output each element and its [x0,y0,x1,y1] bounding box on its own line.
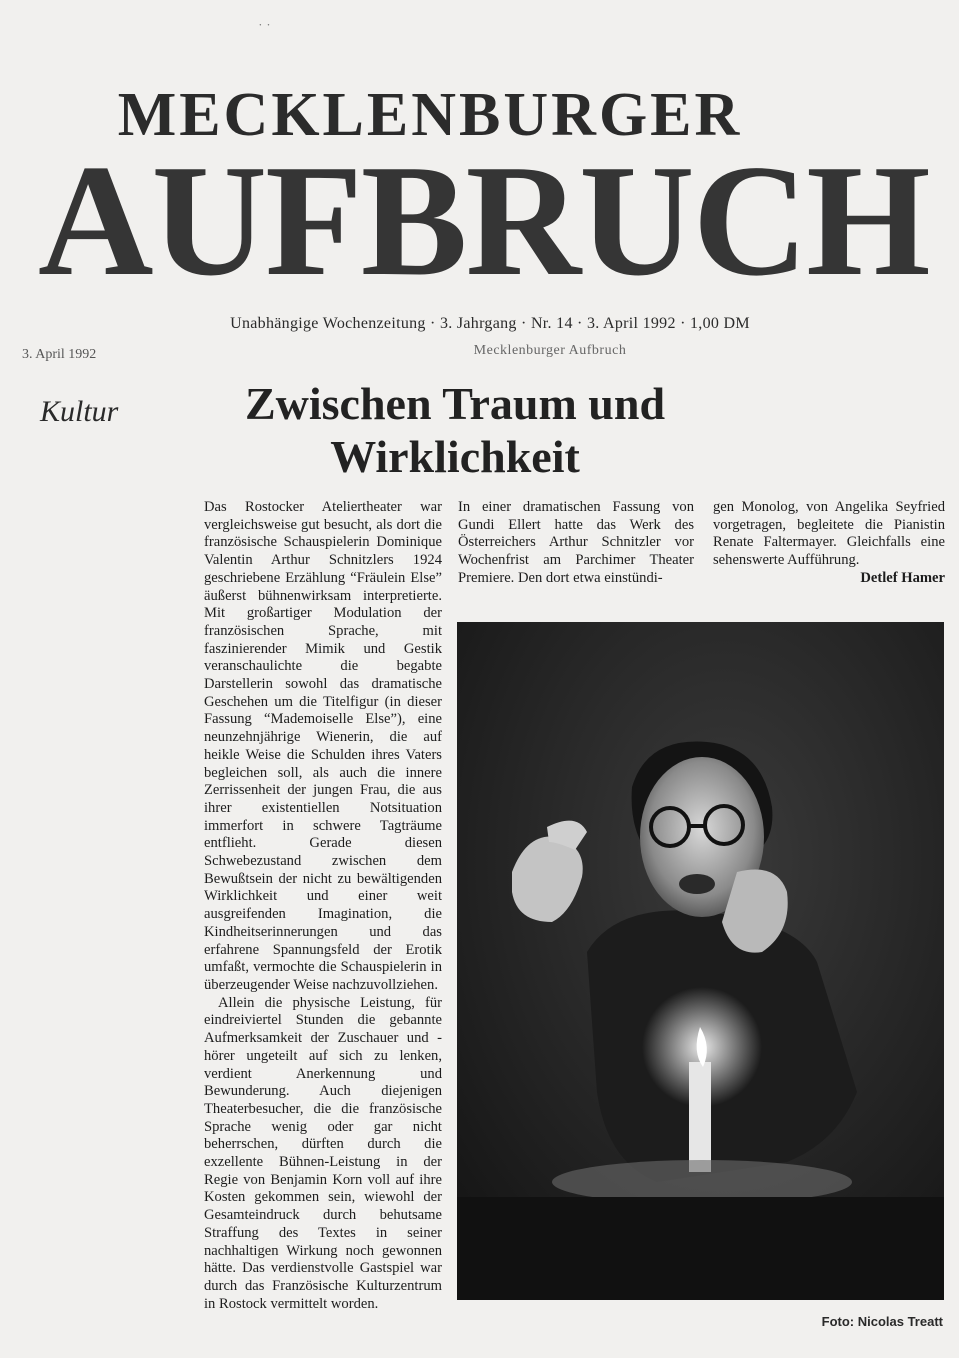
clipping-source: Mecklenburger Aufbruch [473,343,627,358]
stray-mark: ˙ ˙ [258,22,271,37]
masthead-title: AUFBRUCH [38,131,929,309]
clipping-date: 3. April 1992 [22,347,97,362]
masthead-top-line: MECKLENBURGER [117,81,743,149]
article-author: Detlef Hamer [860,569,945,586]
article-photo [457,622,944,1300]
article-column-1 [204,499,442,1313]
article-column-2 [458,499,694,588]
photo-caption: Foto: Nicolas Treatt [821,1314,943,1329]
masthead-subtitle: Unabhängige Wochenzeitung · 3. Jahrgang · Nr. 14 · 3. April 1992 · 1,00 DM [230,315,750,332]
article-column-3 [713,499,945,588]
article-paragraph: Allein die physische Leistung, für eindreiviertel Stunden die gebannte Aufmerksamkeit der Zuschauer und -hörer ungeteilt auf sich zu lenken, verdient Anerkennung und Bewunderung. Auch diejenigen Theaterbesucher, die die französische Sprache wenig oder gar nicht beherrschen, dürften durch die exzellente Bühnen-Leistung in der Regie von Benjamin Korn voll auf ihre Kosten gekommen sein, wiewohl der Gesamteindruck durch behutsame Straffung des Textes in seiner nachhaltigen Wirkung noch gewonnen hätte. Das verdienstvolle Gastspiel war durch das Französische Kulturzentrum in Rostock vermittelt worden. [204,994,442,1312]
article-headline: Zwischen Traum und Wirklichkeit [244,378,666,482]
article-paragraph: Das Rostocker Ateliertheater war vergleichsweise gut besucht, als dort die französische Schauspielerin Dominique Valentin Arthur Schnitzlers 1924 geschriebene Erzählung “Fräulein Else” äußerst bühnenwirksam interpretierte. Mit großartiger Modulation der französischen Sprache, mit faszinierender Mimik und Gestik veranschaulichte die begabte Darstellerin sowohl das dramatische Geschehen um die Titelfigur (in dieser Fassung “Mademoiselle Else”), eine neunzehnjährige Wienerin, die auf heikle Weise die Schulden ihres Vaters begleichen soll, als auch die innere Zerrissenheit der jungen Frau, die aus ihrer existentiellen Notsituation immerfort in schwere Tagträume entflieht. Gerade diesen Schwebezustand zwischen dem Bewußtsein der nicht zu bewältigenden Wirklichkeit und einer weit ausgreifenden Imagination, die Kindheitserinnerungen und das erfahrene Spannungsfeld der Erotik umfaßt, vermochte die Schauspielerin in überzeugender Weise nachzuvollziehen. [204,499,442,993]
article-paragraph: In einer dramatischen Fassung von Gundi Ellert hatte das Werk des Österreichers Arthur Schnitzler vor Wochenfrist am Parchimer Theater Premiere. Den dort etwa einstündi- [458,499,694,586]
section-label: Kultur [40,395,119,428]
article-paragraph: gen Monolog, von Angelika Seyfried vorgetragen, begleitete die Pianistin Renate Faltermayer. Gleichfalls eine sehenswerte Aufführung. [713,499,945,569]
performer-photo-illustration [457,622,944,1300]
